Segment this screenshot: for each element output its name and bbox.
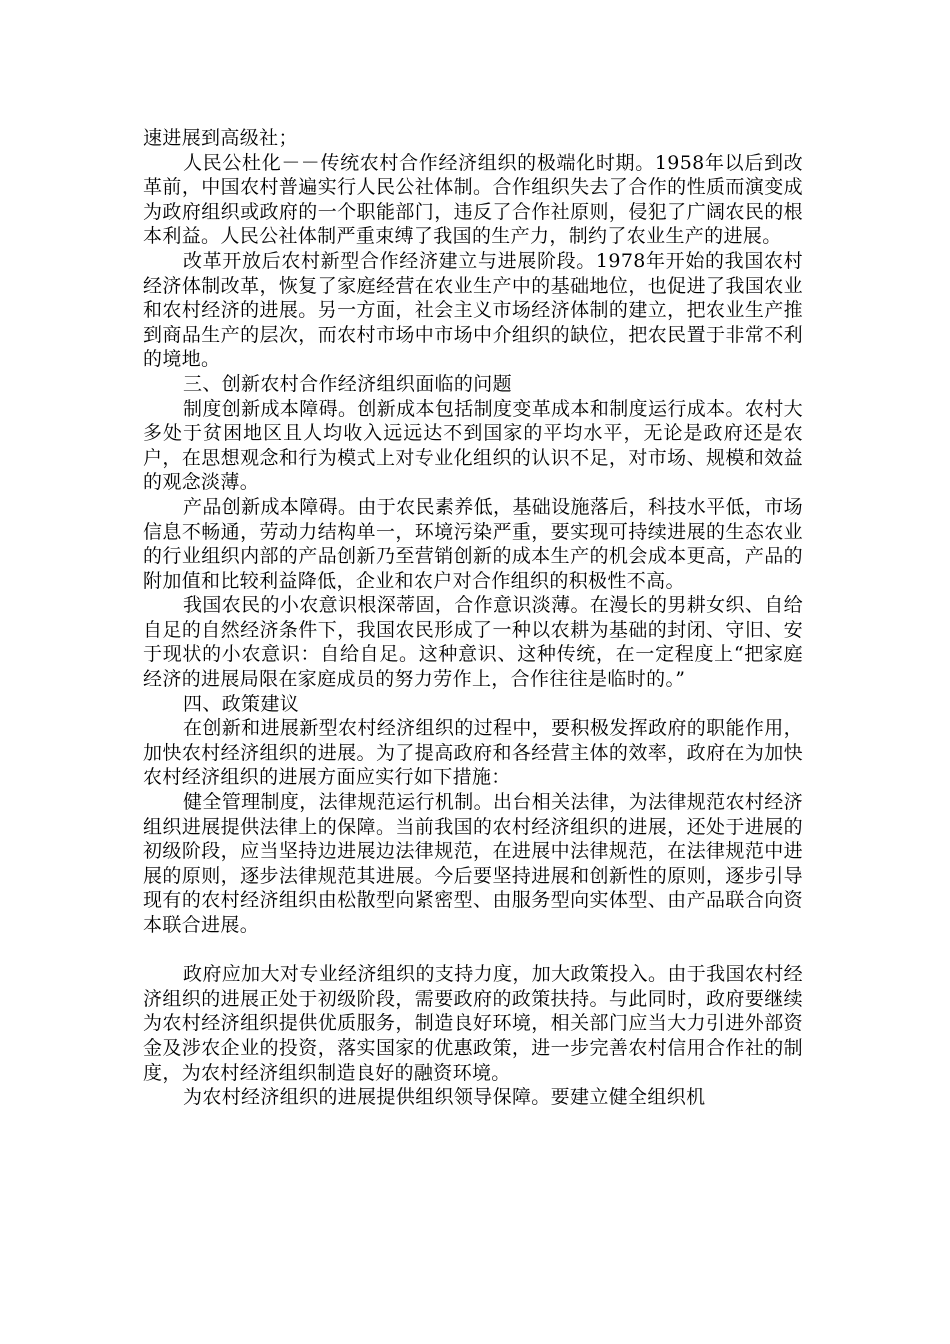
section-heading-3: 三、创新农村合作经济组织面临的问题: [183, 372, 512, 395]
section-heading-4: 四、政策建议: [183, 692, 300, 715]
paragraph-7: 在创新和进展新型农村经济组织的过程中，要积极发挥政府的职能作用，加快农村经济组织的进展。为了提高政府和各经营主体的效率，政府在为加快农村经济组织的进展方面应实行如下措施：: [143, 717, 803, 789]
paragraph-1: 速进展到高级社；: [143, 127, 298, 149]
paragraph-8: 健全管理制度，法律规范运行机制。出台相关法律，为法律规范农村经济组织进展提供法律上的保障。当前我国的农村经济组织的进展，还处于进展的初级阶段，应当坚持边进展边法律规范，在进展中法律规范，在法律规范中进展的原则，逐步法律规范其进展。今后要坚持进展和创新性的原则，逐步引导现有的农村经济组织由松散型向紧密型、由服务型向实体型、由产品联合向资本联合进展。: [143, 791, 803, 936]
paragraph-6: 我国农民的小农意识根深蒂固，合作意识淡薄。在漫长的男耕女织、自给自足的自然经济条件下，我国农民形成了一种以农耕为基础的封闭、守旧、安于现状的小农意识：自给自足。这种意识、这种传统，在一定程度上“把家庭经济的进展局限在家庭成员的努力劳作上，合作往往是临时的。”: [143, 594, 803, 691]
paragraph-10: 为农村经济组织的进展提供组织领导保障。要建立健全组织机: [183, 1086, 706, 1109]
document-body: [143, 126, 803, 1110]
paragraph-4: 制度创新成本障碍。创新成本包括制度变革成本和制度运行成本。农村大多处于贫困地区且人均收入远远达不到国家的平均水平，无论是政府还是农户，在思想观念和行为模式上对专业化组织的认识不足，对市场、规模和效益的观念淡薄。: [143, 397, 803, 494]
paragraph-5: 产品创新成本障碍。由于农民素养低，基础设施落后，科技水平低，市场信息不畅通，劳动力结构单一，环境污染严重，要实现可持续进展的生态农业的行业组织内部的产品创新乃至营销创新的成本生产的机会成本更高，产品的附加值和比较利益降低，企业和农户对合作组织的积极性不高。: [143, 495, 803, 592]
paragraph-9: 政府应加大对专业经济组织的支持力度，加大政策投入。由于我国农村经济组织的进展正处于初级阶段，需要政府的政策扶持。与此同时，政府要继续为农村经济组织提供优质服务，制造良好环境，相关部门应当大力引进外部资金及涉农企业的投资，落实国家的优惠政策，进一步完善农村信用合作社的制度，为农村经济组织制造良好的融资环境。: [143, 963, 803, 1084]
paragraph-2: 人民公杜化－－传统农村合作经济组织的极端化时期。1958年以后到改革前，中国农村普遍实行人民公社体制。合作组织失去了合作的性质而演变成为政府组织或政府的一个职能部门，违反了合作社原则，侵犯了广阔农民的根本利益。人民公社体制严重束缚了我国的生产力，制约了农业生产的进展。: [143, 151, 803, 248]
paragraph-3: 改革开放后农村新型合作经济建立与进展阶段。1978年开始的我国农村经济体制改革，恢复了家庭经营在农业生产中的基础地位，也促进了我国农业和农村经济的进展。另一方面，社会主义市场经济体制的建立，把农业生产推到商品生产的层次，而农村市场中市场中介组织的缺位，把农民置于非常不利的境地。: [143, 249, 803, 371]
